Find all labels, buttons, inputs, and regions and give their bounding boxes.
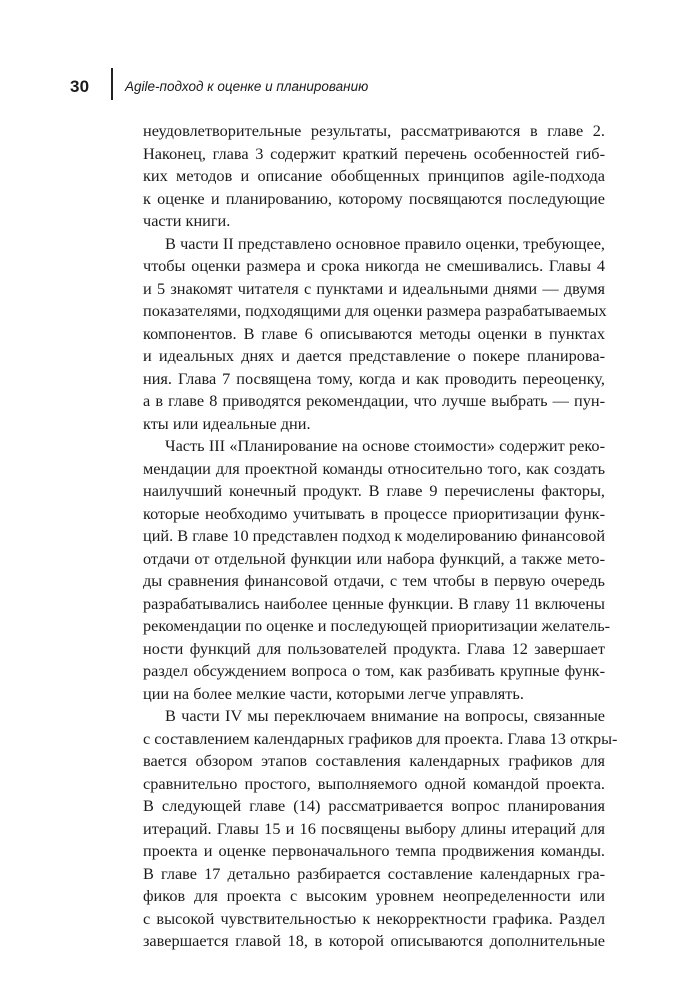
text-line: ния. Глава 7 посвящена тому, когда и как проводить переоценку, [143, 368, 605, 388]
text-line: ких методов и описание обобщенных принципов agile-подхода [143, 166, 605, 185]
text-line: В части II представлено основное правило оценки, требующее, [165, 233, 605, 253]
text-line: с составлением календарных графиков для проекта. Глава 13 откры- [143, 728, 618, 748]
text-line: итераций. Главы 15 и 16 посвящены выбору длины итераций для [143, 818, 605, 838]
text-line: чтобы оценки размера и срока никогда не смешивались. Главы 4 [143, 256, 605, 275]
running-title: Agile-подход к оценке и планированию [125, 79, 369, 94]
text-line: завершается главой 18, в которой описываются дополнительные [143, 931, 605, 950]
text-line: неудовлетворительные результаты, рассматриваются в главе 2. [143, 121, 605, 140]
text-line: раздел обсуждением вопроса о том, как разбивать крупные функ- [143, 661, 605, 680]
text-line: компонентов. В главе 6 описываются методы оценки в пунктах [143, 323, 605, 343]
text-line: проекта и оценке первоначального темпа продвижения команды. [143, 841, 605, 860]
text-line: В главе 17 детально разбирается составление календарных гра- [143, 863, 605, 883]
text-line: ности функций для пользователей продукта. Глава 12 завершает [143, 638, 605, 658]
text-line: а в главе 8 приводятся рекомендации, что лучше выбрать — пун- [143, 391, 605, 410]
text-line: наилучший конечный продукт. В главе 9 перечислены факторы, [143, 481, 605, 500]
text-line: отдачи от отдельной функции или набора функций, а также мето- [143, 548, 605, 568]
text-line: части книги. [143, 211, 231, 230]
text-line: с высокой чувствительностью к некорректности графика. Раздел [143, 908, 605, 928]
text-line: и идеальных днях и дается представление о покере планирова- [143, 346, 605, 365]
text-line: ций. В главе 10 представлен подход к моделированию финансовой [143, 526, 606, 545]
text-line: Наконец, глава 3 содержит краткий перечень особенностей гиб- [143, 143, 605, 163]
text-line: и 5 знакомят читателя с пунктами и идеальными днями — двумя [143, 278, 605, 298]
text-line: сравнительно простого, выполняемого одной командой проекта. [143, 773, 605, 793]
text-line: разрабатывались наиболее ценные функции. В главу 11 включены [143, 593, 605, 613]
text-line: В части IV мы переключаем внимание на вопросы, связанные [165, 706, 605, 725]
text-line: к оценке и планированию, которому посвящаются последующие [143, 188, 605, 208]
page-header [0, 68, 686, 104]
text-line: ды сравнения финансовой отдачи, с тем чтобы в первую очередь [143, 571, 605, 590]
text-line: фиков для проекта с высоким уровнем неопределенности или [143, 886, 605, 905]
text-line: рекомендации по оценке и последующей приоритизации желатель- [143, 616, 611, 635]
body-text [143, 120, 618, 953]
text-line: показателями, подходящими для оценки размера разрабатываемых [143, 301, 607, 320]
text-line: вается обзором этапов составления календарных графиков для [143, 751, 605, 770]
text-line: ции на более мелкие части, которыми легче управлять. [143, 683, 524, 703]
text-line: мендации для проектной команды относительно того, как создать [143, 458, 605, 478]
text-line: В следующей главе (14) рассматривается вопрос планирования [143, 796, 605, 815]
text-line: Часть III «Планирование на основе стоимости» содержит реко- [165, 436, 605, 455]
header-divider [111, 68, 113, 100]
text-line: кты или идеальные дни. [143, 413, 311, 433]
page-number: 30 [70, 77, 90, 96]
text-line: которые необходимо учитывать в процессе приоритизации функ- [143, 503, 605, 523]
